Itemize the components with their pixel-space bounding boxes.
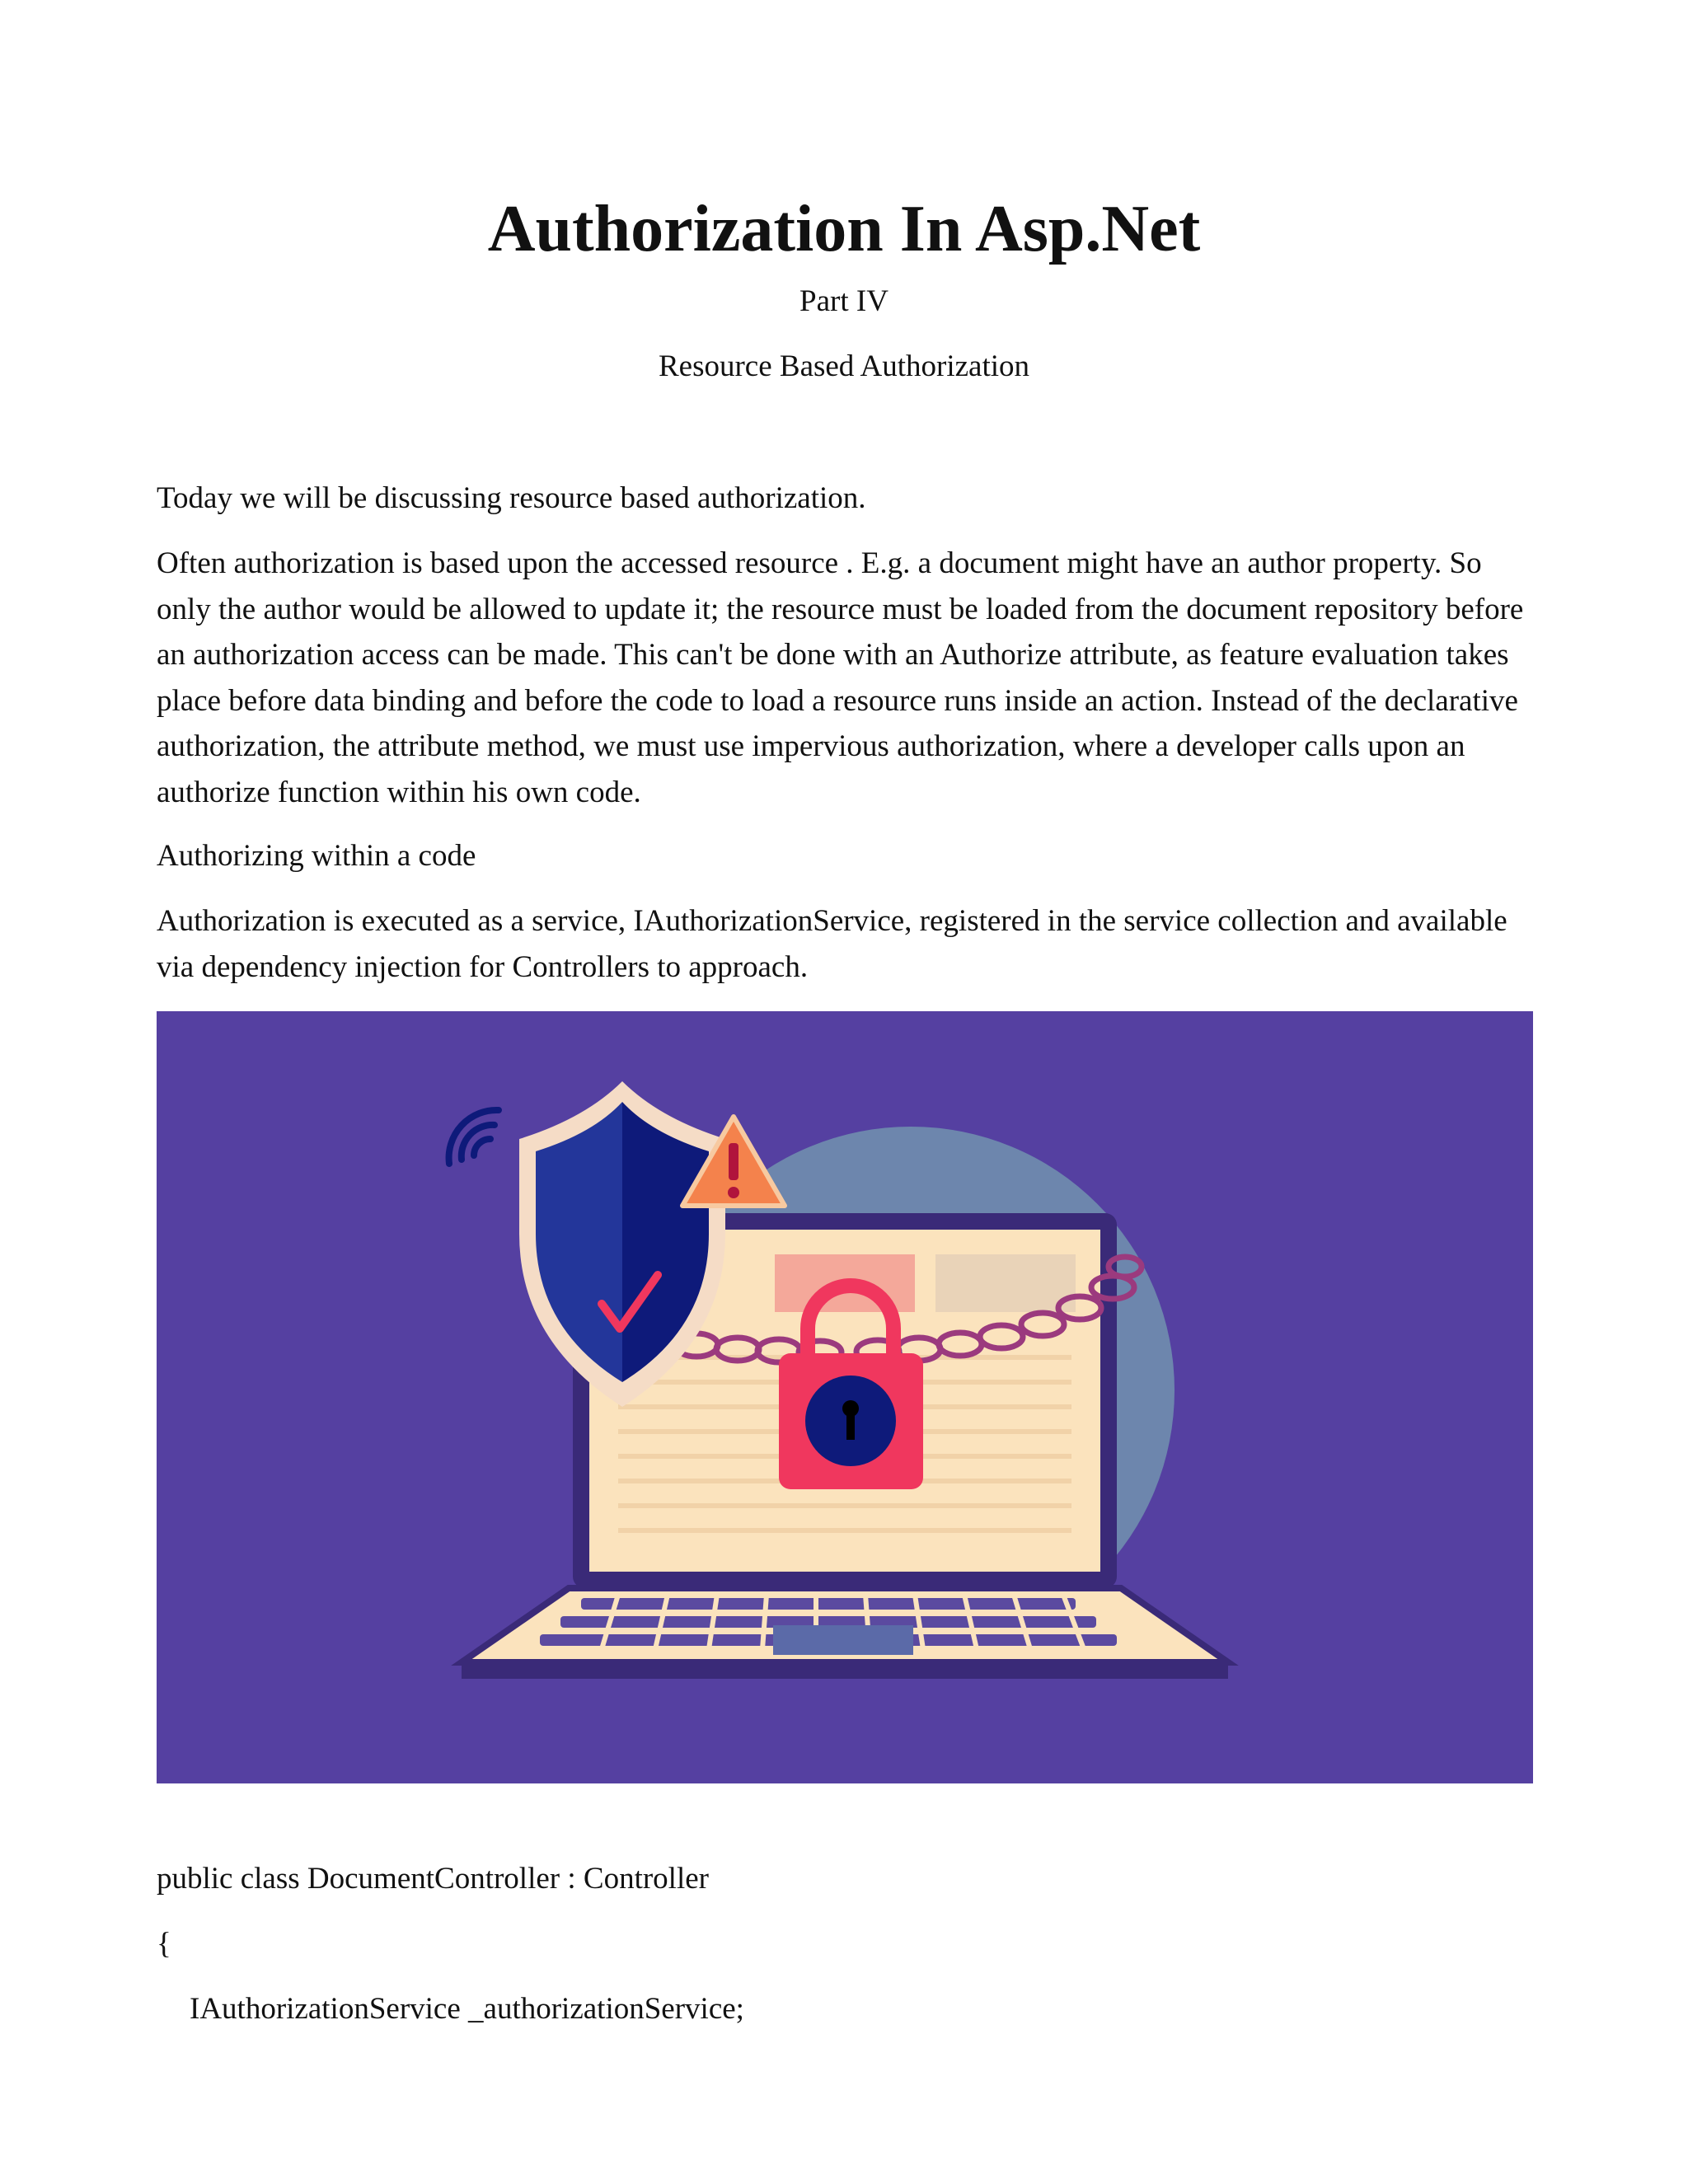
part-label: Part IV <box>799 284 889 318</box>
document-title: Authorization In Asp.Net <box>487 193 1201 265</box>
code-line-class-declaration: public class DocumentController : Controller <box>157 1862 709 1896</box>
paragraph-service: Authorization is executed as a service, IAuthorizationService, registered in the service collection and available via dependency injection for Controllers to approach. <box>157 904 1507 984</box>
wifi-icon <box>449 1110 499 1164</box>
code-line-field-declaration: IAuthorizationService _authorizationService; <box>190 1992 744 2026</box>
security-illustration <box>157 1011 1533 1783</box>
paragraph-explanation: Often authorization is based upon the accessed resource . E.g. a document might have an author property. So only the author would be allowed to update it; the resource must be loaded from the document repository before an authorization access can be made. This can't be done with an Authorize attribute, as feature evaluation takes place before data binding and before the code to load a resource runs inside an action. Instead of the declarative authorization, the attribute method, we must use impervious authorization, where a developer calls upon an authorize function within his own code. <box>157 546 1524 809</box>
document-subtitle: Resource Based Authorization <box>658 349 1030 383</box>
code-line-open-brace: { <box>157 1927 171 1961</box>
paragraph-intro: Today we will be discussing resource based authorization. <box>157 481 866 515</box>
section-heading-authorizing: Authorizing within a code <box>157 839 476 873</box>
